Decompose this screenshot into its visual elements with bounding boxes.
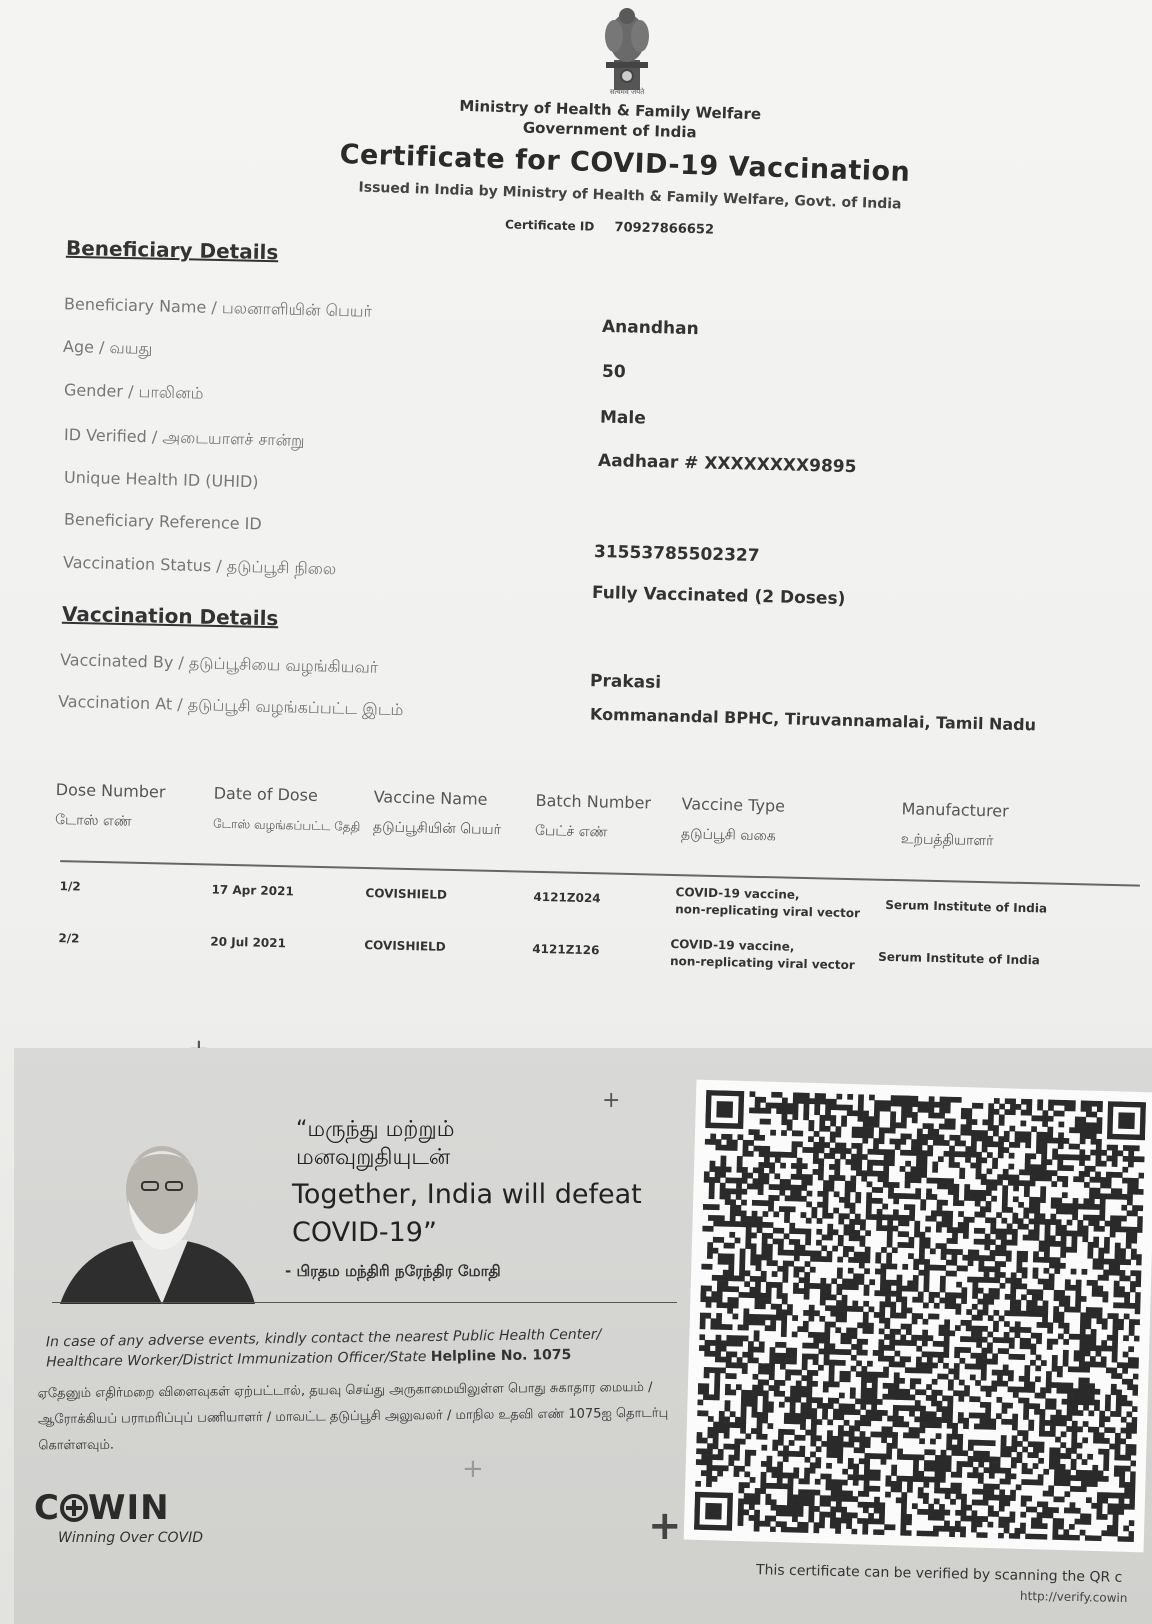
ministry-heading xyxy=(400,94,821,146)
quote-tamil-line: மனவுறுதியுடன் xyxy=(296,1145,451,1170)
advisory-tamil: ஏதேனும் எதிர்மறை விளைவுகள் ஏற்பட்டால், தயவு செய்து அருகாமையிலுள்ள பொது சுகாதார மையம் / ஆரோக்கியப் பராமரிப்புப் பணியாளர் / மாவட்ட தடுப்பூசி அலுவலர் / மாநில உதவி எண் 1075ஐ தொடர்பு கொள்ளவும். xyxy=(37,1379,669,1454)
beneficiary-reference-label: Beneficiary Reference ID xyxy=(63,509,262,534)
manufacturer-cell: Serum Institute of India xyxy=(885,897,1048,916)
qr-code xyxy=(694,1090,1146,1542)
vaccine-type-line: COVID-19 vaccine, xyxy=(670,936,795,954)
plus-icon: + xyxy=(462,1454,484,1484)
vaccination-at-value: Kommanandal BPHC, Tiruvannamalai, Tamil Nadu xyxy=(589,704,1037,735)
cowin-wordmark: C WIN xyxy=(34,1488,170,1528)
government-line: Government of India xyxy=(522,118,697,142)
header-en: Batch Number xyxy=(535,790,652,813)
plus-icon: + xyxy=(602,1088,621,1113)
ministry-line: Ministry of Health & Family Welfare xyxy=(459,96,762,124)
vaccine-type-cell xyxy=(675,884,861,922)
advisory-text: In case of any adverse events, kindly contact the nearest Public Health Center/ Healthcare Worker/District Immunization Officer/State xyxy=(45,1326,602,1371)
manufacturer-header xyxy=(901,799,1009,851)
qr-code-panel xyxy=(684,1080,1152,1553)
dose-number-cell: 1/2 xyxy=(59,879,81,894)
plus-icon: + xyxy=(648,1503,682,1549)
batch-cell: 4121Z126 xyxy=(532,941,600,958)
dose-number-cell: 2/2 xyxy=(58,931,80,946)
vaccine-name-cell: COVISHIELD xyxy=(364,938,446,954)
beneficiary-details-heading: Beneficiary Details xyxy=(65,235,279,265)
verify-instruction: This certificate can be verified by scanning the QR c xyxy=(755,1562,1123,1586)
batch-number-header xyxy=(535,791,651,844)
vaccine-name-header xyxy=(373,787,502,840)
certificate-title: Certificate for COVID-19 Vaccination xyxy=(339,139,911,188)
dose-table xyxy=(54,780,1152,973)
uhid-label: Unique Health ID (UHID) xyxy=(63,467,259,492)
quote-tamil-line: “மருந்து மற்றும் xyxy=(296,1117,455,1142)
id-verified-label: ID Verified / அடையாளச் சான்று xyxy=(63,425,305,450)
certificate-id-label: Certificate ID xyxy=(504,217,595,234)
header-ta: டோஸ் வழங்கப்பட்ட தேதி xyxy=(212,816,361,834)
manufacturer-cell: Serum Institute of India xyxy=(878,949,1041,968)
vaccine-name-cell: COVISHIELD xyxy=(365,886,448,902)
beneficiary-name-value: Anandhan xyxy=(601,316,699,340)
vaccine-type-cell xyxy=(670,936,856,974)
issued-by-line: Issued in India by Ministry of Health & Family Welfare, Govt. of India xyxy=(358,179,902,213)
header-ta: டோஸ் எண் xyxy=(54,811,132,830)
gender-label: Gender / பாலினம் xyxy=(63,380,204,403)
emblem-caption: सत्यमेव जयते xyxy=(609,88,645,96)
quote-tamil xyxy=(296,1116,454,1172)
prime-minister-portrait xyxy=(50,1128,260,1304)
age-label: Age / வயது xyxy=(62,336,153,359)
verify-url[interactable]: http://verify.cowin xyxy=(1019,1588,1128,1606)
national-emblem-icon xyxy=(592,2,662,100)
vaccination-details-heading: Vaccination Details xyxy=(61,601,279,631)
age-value: 50 xyxy=(601,361,626,383)
header-en: Vaccine Type xyxy=(681,794,786,816)
header-en: Dose Number xyxy=(55,780,166,802)
helpline-number: Helpline No. 1075 xyxy=(430,1346,572,1365)
vaccine-type-line: non-replicating viral vector xyxy=(675,902,861,921)
header-ta: தடுப்பூசி வகை xyxy=(680,826,776,845)
vaccine-type-line: non-replicating viral vector xyxy=(669,953,855,973)
header-en: Date of Dose xyxy=(213,783,319,805)
header-en: Manufacturer xyxy=(901,799,1009,821)
vaccine-type-header xyxy=(681,794,785,846)
id-verified-value: Aadhaar # XXXXXXXX9895 xyxy=(597,450,857,478)
dose-number-header xyxy=(55,780,166,832)
batch-cell: 4121Z024 xyxy=(533,889,601,906)
vaccinated-by-value: Prakasi xyxy=(589,671,662,693)
vaccination-at-label: Vaccination At / தடுப்பூசி வழங்கப்பட்ட இடம் xyxy=(57,691,404,720)
gender-value: Male xyxy=(599,407,646,429)
vaccinated-by-label: Vaccinated By / தடுப்பூசியை வழங்கியவர் xyxy=(59,650,379,677)
vaccine-type-line: COVID-19 vaccine, xyxy=(675,885,800,902)
quote-attribution: - பிரதம மந்திரி நரேந்திர மோதி xyxy=(285,1262,501,1280)
date-of-dose-header xyxy=(213,784,364,837)
beneficiary-name-label: Beneficiary Name / பலனாளியின் பெயர் xyxy=(63,294,373,321)
vaccination-status-value: Fully Vaccinated (2 Doses) xyxy=(591,582,846,610)
banner-divider xyxy=(52,1302,677,1303)
vaccination-status-label: Vaccination Status / தடுப்பூசி நிலை xyxy=(62,552,337,579)
date-cell: 20 Jul 2021 xyxy=(210,934,287,951)
header-ta: உற்பத்தியாளர் xyxy=(900,831,994,850)
header-en: Vaccine Name xyxy=(373,787,488,809)
certificate-id-value: 70927866652 xyxy=(614,220,715,238)
header-ta: பேட்ச் எண் xyxy=(534,822,608,841)
cowin-logo xyxy=(34,1488,170,1528)
certificate-id xyxy=(505,217,714,237)
quote-english: Together, India will defeat COVID-19” xyxy=(292,1179,642,1248)
date-cell: 17 Apr 2021 xyxy=(211,882,294,899)
beneficiary-reference-value: 31553785502327 xyxy=(593,541,760,567)
cowin-tagline: Winning Over COVID xyxy=(58,1530,203,1546)
header-ta: தடுப்பூசியின் பெயர் xyxy=(372,819,502,839)
